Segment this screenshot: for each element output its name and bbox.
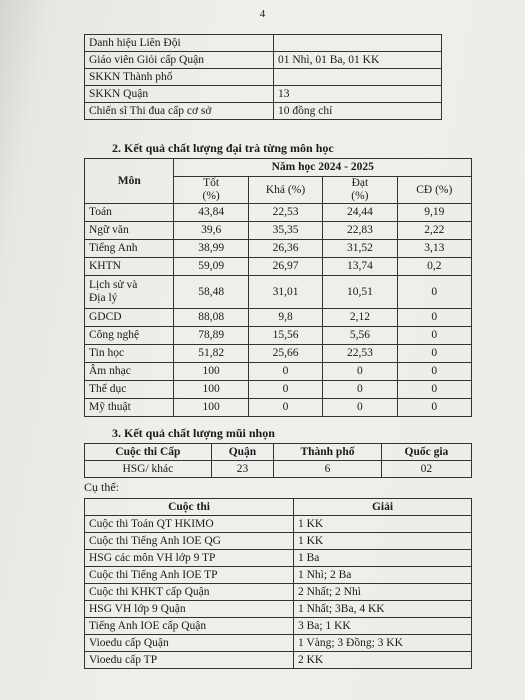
list-item: [85, 601, 472, 618]
contest-name: HSG VH lớp 9 Quận: [85, 601, 294, 618]
honor-value: 01 Nhì, 01 Ba, 01 KK: [274, 52, 442, 69]
grade-value: 25,66: [248, 345, 322, 363]
list-item: [85, 584, 472, 601]
grade-value: 0: [397, 363, 471, 381]
detail-label: Cụ thể:: [84, 480, 119, 494]
table-row: [85, 258, 472, 276]
subject-name: GDCD: [85, 309, 174, 327]
grade-value: 78,89: [174, 327, 248, 345]
table-row: [85, 345, 472, 363]
subject-header: Môn: [85, 159, 174, 204]
grade-value: 0: [323, 363, 397, 381]
contest-award: 1 KK: [294, 533, 472, 550]
grade-value: 100: [174, 363, 248, 381]
grade-col-header: Khá (%): [248, 177, 322, 204]
grade-value: 9,19: [397, 204, 471, 222]
summary-value: 02: [381, 461, 471, 478]
honor-value: [274, 35, 442, 52]
table-row: [85, 327, 472, 345]
summary-header: Cuộc thi Cấp: [85, 444, 212, 461]
table-row: [85, 276, 472, 309]
grade-value: 10,51: [323, 276, 397, 309]
grade-col-header: CĐ (%): [397, 177, 471, 204]
honor-row: [85, 69, 442, 86]
grade-value: 0: [248, 381, 322, 399]
grade-value: 0: [397, 309, 471, 327]
contest-name: Vioedu cấp Quận: [85, 635, 294, 652]
honor-value: 13: [274, 86, 442, 103]
grade-value: 3,13: [397, 240, 471, 258]
contest-name: Cuộc thi Tiếng Anh IOE QG: [85, 533, 294, 550]
subject-name: Toán: [85, 204, 174, 222]
table-row: [85, 381, 472, 399]
honor-value: 10 đồng chí: [274, 103, 442, 120]
subject-name: Ngữ văn: [85, 222, 174, 240]
grade-value: 88,08: [174, 309, 248, 327]
contest-award: 2 Nhất; 2 Nhì: [294, 584, 472, 601]
subject-name: Công nghệ: [85, 327, 174, 345]
grade-value: 22,53: [248, 204, 322, 222]
grade-value: 38,99: [174, 240, 248, 258]
list-item: [85, 533, 472, 550]
grade-value: 0: [248, 399, 322, 417]
grade-value: 22,53: [323, 345, 397, 363]
table-row: [85, 240, 472, 258]
grade-value: 58,48: [174, 276, 248, 309]
page-number: 4: [259, 8, 266, 20]
grade-value: 0,2: [397, 258, 471, 276]
honors-table: [84, 34, 442, 120]
summary-value: 23: [211, 461, 273, 478]
summary-header: Quốc gia: [381, 444, 471, 461]
grade-col-header: Tốt (%): [174, 177, 248, 204]
grade-value: 26,36: [248, 240, 322, 258]
subject-name: Thể dục: [85, 381, 174, 399]
grade-value: 22,83: [323, 222, 397, 240]
summary-header: Quận: [211, 444, 273, 461]
contest-details-table: [84, 498, 472, 669]
grade-value: 26,97: [248, 258, 322, 276]
contest-name: Tiếng Anh IOE cấp Quận: [85, 618, 294, 635]
grade-value: 2,22: [397, 222, 471, 240]
year-header: Năm học 2024 - 2025: [174, 159, 472, 177]
grade-value: 0: [397, 276, 471, 309]
contest-award: 2 KK: [294, 652, 472, 669]
summary-value: 6: [274, 461, 382, 478]
grade-value: 0: [397, 345, 471, 363]
honor-label: SKKN Thành phố: [85, 69, 274, 86]
contest-name: Cuộc thi Tiếng Anh IOE TP: [85, 567, 294, 584]
honor-label: Giáo viên Giỏi cấp Quận: [85, 52, 274, 69]
subject-name: Mỹ thuật: [85, 399, 174, 417]
table-row: [85, 309, 472, 327]
grade-value: 5,56: [323, 327, 397, 345]
grade-value: 0: [323, 399, 397, 417]
subject-name: KHTN: [85, 258, 174, 276]
contest-award: 1 KK: [294, 516, 472, 533]
contest-award: 1 Nhất; 3Ba, 4 KK: [294, 601, 472, 618]
list-item: [85, 652, 472, 669]
subject-quality-table: [84, 158, 472, 417]
honor-value: [274, 69, 442, 86]
grade-col-header: Đạt (%): [323, 177, 397, 204]
subject-name: Âm nhạc: [85, 363, 174, 381]
grade-value: 2,12: [323, 309, 397, 327]
grade-value: 35,35: [248, 222, 322, 240]
spearhead-summary-table: [84, 443, 472, 478]
list-item: [85, 516, 472, 533]
grade-value: 31,52: [323, 240, 397, 258]
table-row: [85, 204, 472, 222]
grade-value: 100: [174, 381, 248, 399]
honor-label: Danh hiệu Liên Đội: [85, 35, 274, 52]
list-item: [85, 635, 472, 652]
grade-value: 100: [174, 399, 248, 417]
grade-value: 0: [248, 363, 322, 381]
grade-value: 39,6: [174, 222, 248, 240]
grade-value: 43,84: [174, 204, 248, 222]
contest-name: HSG các môn VH lớp 9 TP: [85, 550, 294, 567]
honor-row: [85, 86, 442, 103]
table-row: [85, 363, 472, 381]
subject-name: Lịch sử và Địa lý: [85, 276, 174, 309]
honor-row: [85, 35, 442, 52]
grade-value: 0: [397, 327, 471, 345]
grade-value: 0: [397, 381, 471, 399]
list-item: [85, 618, 472, 635]
subject-name: Tiếng Anh: [85, 240, 174, 258]
contest-award: 1 Vàng; 3 Đồng; 3 KK: [294, 635, 472, 652]
contest-award: 3 Ba; 1 KK: [294, 618, 472, 635]
summary-value: HSG/ khác: [85, 461, 212, 478]
list-item: [85, 550, 472, 567]
honor-label: Chiến sĩ Thi đua cấp cơ sở: [85, 103, 274, 120]
grade-value: 0: [323, 381, 397, 399]
honor-row: [85, 52, 442, 69]
summary-header: Thành phố: [274, 444, 382, 461]
contest-name: Vioedu cấp TP: [85, 652, 294, 669]
subject-name: Tin học: [85, 345, 174, 363]
grade-value: 15,56: [248, 327, 322, 345]
contest-name: Cuộc thi KHKT cấp Quận: [85, 584, 294, 601]
table-row: [85, 222, 472, 240]
grade-value: 9,8: [248, 309, 322, 327]
grade-value: 59,09: [174, 258, 248, 276]
detail-header: Cuộc thi: [85, 499, 294, 516]
section-2-heading: 2. Kết quả chất lượng đại trà từng môn học: [112, 141, 334, 155]
grade-value: 31,01: [248, 276, 322, 309]
honor-label: SKKN Quận: [85, 86, 274, 103]
section-3-heading: 3. Kết quả chất lượng mũi nhọn: [112, 426, 275, 440]
grade-value: 51,82: [174, 345, 248, 363]
list-item: [85, 567, 472, 584]
table-row: [85, 399, 472, 417]
contest-name: Cuộc thi Toán QT HKIMO: [85, 516, 294, 533]
contest-award: 1 Nhì; 2 Ba: [294, 567, 472, 584]
honor-row: [85, 103, 442, 120]
grade-value: 13,74: [323, 258, 397, 276]
contest-award: 1 Ba: [294, 550, 472, 567]
grade-value: 0: [397, 399, 471, 417]
grade-value: 24,44: [323, 204, 397, 222]
detail-header: Giải: [294, 499, 472, 516]
